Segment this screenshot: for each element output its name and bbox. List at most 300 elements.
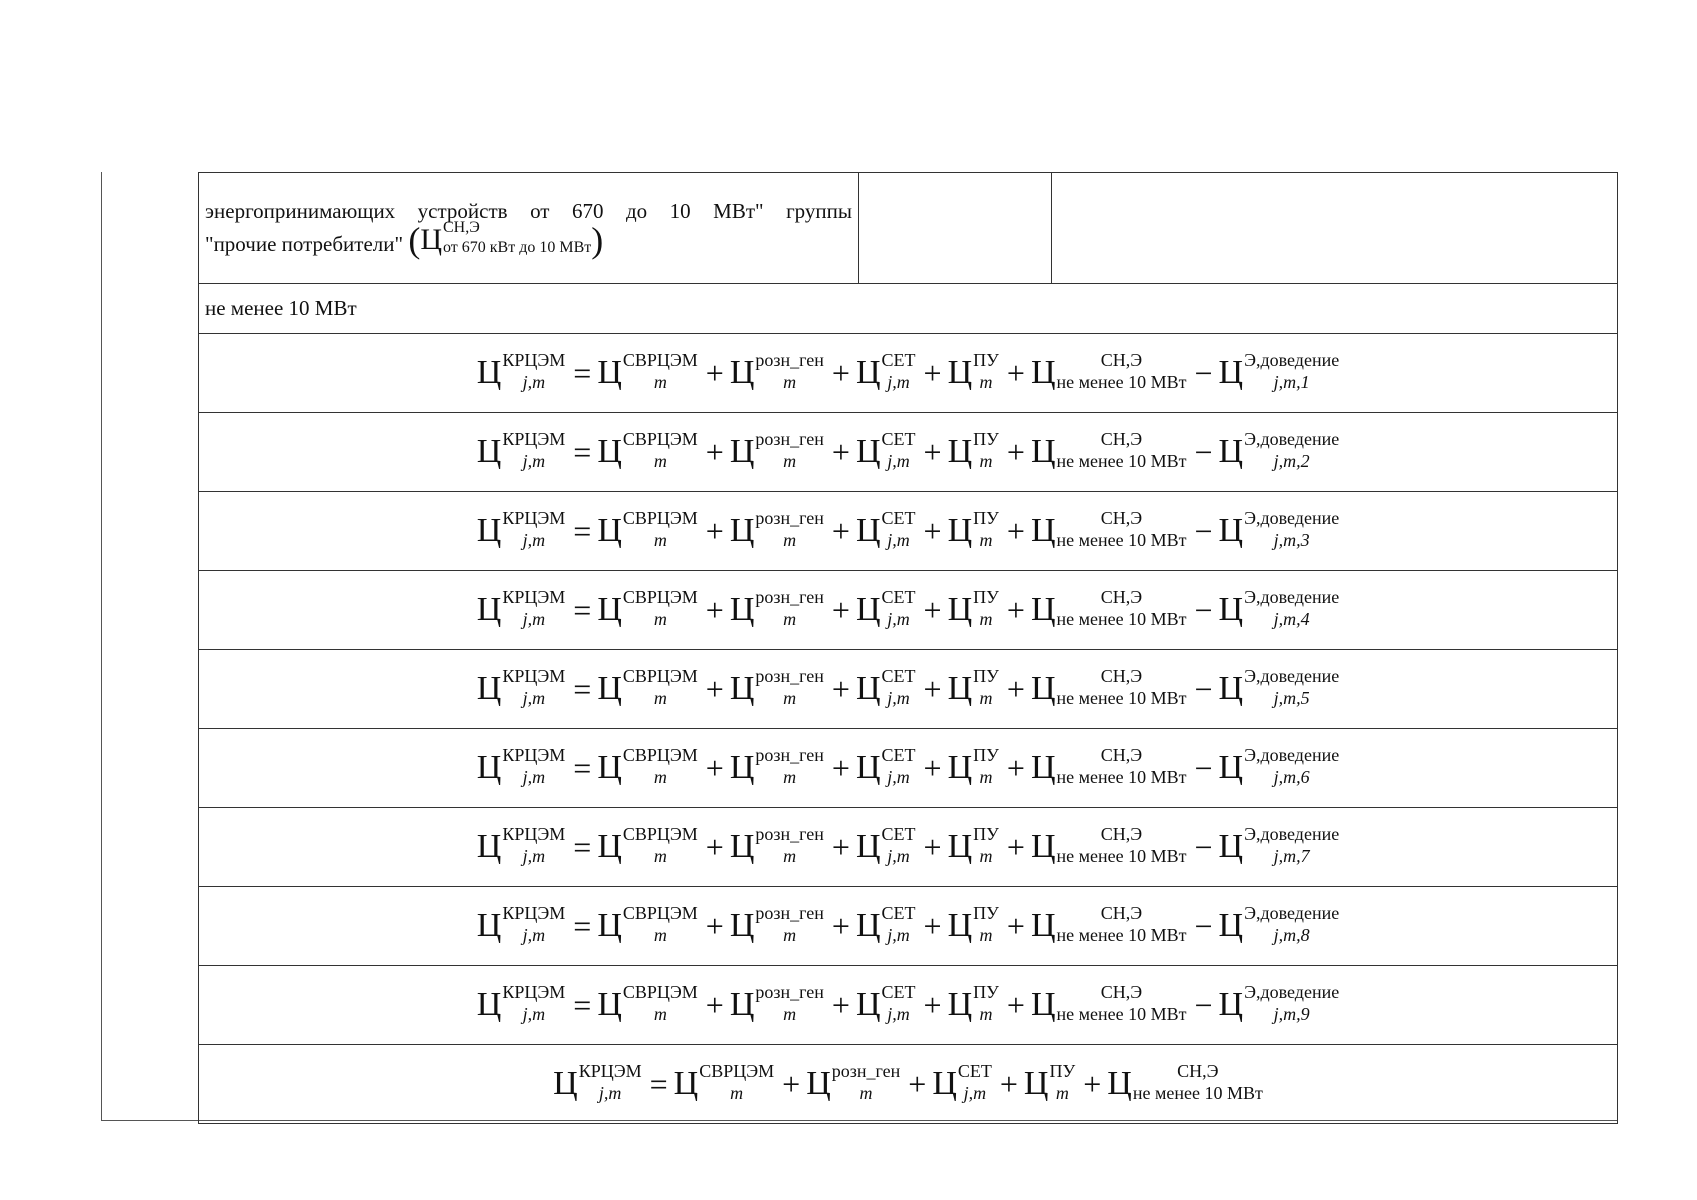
network-term-scripts xyxy=(882,665,916,709)
plus-sign: + xyxy=(705,670,724,707)
equals-sign: = xyxy=(573,986,592,1023)
retail-gen-term-scripts xyxy=(755,586,824,630)
pu-term-superscript: ПУ xyxy=(1049,1061,1076,1081)
krcem-term-scripts xyxy=(502,586,565,630)
plus-sign: + xyxy=(831,828,850,865)
plus-sign: + xyxy=(705,828,724,865)
network-term-subscript: j,m xyxy=(887,688,910,708)
plus-sign: + xyxy=(923,907,942,944)
empty-cell-2 xyxy=(859,173,1052,284)
pu-term-subscript: m xyxy=(979,1004,993,1024)
sales-markup-term-scripts xyxy=(1057,823,1187,867)
network-term-symbol: Ц xyxy=(855,986,881,1023)
sales-markup-term-subscript: не менее 10 МВт xyxy=(1056,372,1187,392)
description-line-1: энергопринимающих устройств от 670 до 10 МВт" группы xyxy=(205,199,852,223)
krcem-term-scripts xyxy=(502,902,565,946)
krcem-term-symbol: Ц xyxy=(476,591,502,628)
price-formula xyxy=(477,509,1339,553)
pu-term-scripts xyxy=(973,349,999,393)
pu-term-superscript: ПУ xyxy=(973,350,999,370)
retail-gen-term-scripts xyxy=(832,1060,901,1104)
krcem-term-symbol: Ц xyxy=(476,907,502,944)
close-paren: ) xyxy=(591,220,604,260)
krcem-term-scripts xyxy=(502,981,565,1025)
price-formula xyxy=(477,667,1339,711)
plus-sign: + xyxy=(831,433,850,470)
sales-markup-term-superscript: СН,Э xyxy=(1100,666,1143,686)
pu-term-subscript: m xyxy=(979,925,993,945)
svrcem-term-superscript: СВРЦЭМ xyxy=(622,508,698,528)
network-term-superscript: СЕТ xyxy=(881,587,916,607)
retail-gen-term-symbol: Ц xyxy=(729,433,755,470)
svrcem-term-superscript: СВРЦЭМ xyxy=(699,1061,775,1081)
pu-term-scripts xyxy=(973,586,999,630)
network-term-scripts xyxy=(882,823,916,867)
svrcem-term-scripts xyxy=(699,1060,774,1104)
krcem-term-scripts xyxy=(502,349,565,393)
plus-sign: + xyxy=(831,512,850,549)
svrcem-term-symbol: Ц xyxy=(597,986,622,1023)
svrcem-term-symbol: Ц xyxy=(597,354,622,391)
svrcem-term-symbol: Ц xyxy=(597,749,622,786)
pu-term-superscript: ПУ xyxy=(973,745,999,765)
delivery-term-superscript: Э,доведение xyxy=(1244,824,1340,844)
sales-markup-term-scripts xyxy=(1057,428,1187,472)
delivery-term-subscript: j,m,4 xyxy=(1273,609,1310,629)
network-term-subscript: j,m xyxy=(887,609,910,629)
krcem-term-superscript: КРЦЭМ xyxy=(502,745,566,765)
retail-gen-term-subscript: m xyxy=(783,609,797,629)
price-formula xyxy=(477,588,1339,632)
delivery-term-superscript: Э,доведение xyxy=(1244,982,1340,1002)
formula-row xyxy=(199,966,1618,1045)
network-term-symbol: Ц xyxy=(855,354,881,391)
formula-row xyxy=(199,887,1618,966)
svrcem-term-subscript: m xyxy=(653,451,667,471)
delivery-term-symbol: Ц xyxy=(1218,591,1244,628)
network-term-scripts xyxy=(882,349,916,393)
pu-term-subscript: m xyxy=(979,846,993,866)
plus-sign: + xyxy=(1006,986,1025,1023)
plus-sign: + xyxy=(923,354,942,391)
price-formula xyxy=(477,351,1339,395)
retail-gen-term-symbol: Ц xyxy=(729,986,755,1023)
network-term-symbol: Ц xyxy=(855,591,881,628)
network-term-scripts xyxy=(882,428,916,472)
plus-sign: + xyxy=(923,749,942,786)
network-term-superscript: СЕТ xyxy=(957,1061,992,1081)
delivery-term-symbol: Ц xyxy=(1218,907,1244,944)
minus-sign: − xyxy=(1194,670,1213,707)
pu-term-superscript: ПУ xyxy=(973,903,999,923)
delivery-term-superscript: Э,доведение xyxy=(1244,903,1340,923)
open-paren: ( xyxy=(408,220,421,260)
plus-sign: + xyxy=(705,433,724,470)
retail-gen-term-subscript: m xyxy=(859,1083,873,1103)
plus-sign: + xyxy=(1006,433,1025,470)
delivery-term-scripts xyxy=(1244,349,1339,393)
krcem-term-symbol: Ц xyxy=(476,433,502,470)
pu-term-symbol: Ц xyxy=(947,354,973,391)
network-term-symbol: Ц xyxy=(855,907,881,944)
price-symbol: Ц xyxy=(420,223,442,256)
sales-markup-term-scripts xyxy=(1057,665,1187,709)
plus-sign: + xyxy=(705,354,724,391)
formula-cell xyxy=(199,571,1618,650)
pu-term-subscript: m xyxy=(979,372,993,392)
sales-markup-term-symbol: Ц xyxy=(1030,986,1056,1023)
sales-markup-term-subscript: не менее 10 МВт xyxy=(1056,688,1187,708)
plus-sign: + xyxy=(923,512,942,549)
sales-markup-term-symbol: Ц xyxy=(1030,512,1056,549)
price-formula xyxy=(477,904,1339,948)
delivery-term-subscript: j,m,9 xyxy=(1273,1004,1310,1024)
delivery-term-subscript: j,m,5 xyxy=(1273,688,1310,708)
network-term-scripts xyxy=(882,981,916,1025)
formula-cell xyxy=(199,413,1618,492)
section-row xyxy=(199,284,1618,334)
formula-cell xyxy=(199,334,1618,413)
sales-markup-term-symbol: Ц xyxy=(1030,907,1056,944)
sales-markup-term-superscript: СН,Э xyxy=(1100,903,1143,923)
svrcem-term-subscript: m xyxy=(653,609,667,629)
svrcem-term-symbol: Ц xyxy=(597,670,622,707)
krcem-term-superscript: КРЦЭМ xyxy=(502,903,566,923)
retail-gen-term-superscript: розн_ген xyxy=(755,745,824,765)
delivery-term-subscript: j,m,1 xyxy=(1273,372,1310,392)
delivery-term-symbol: Ц xyxy=(1218,354,1244,391)
delivery-term-superscript: Э,доведение xyxy=(1244,745,1340,765)
price-superscript: СН,Э xyxy=(443,219,480,236)
plus-sign: + xyxy=(923,986,942,1023)
retail-gen-term-scripts xyxy=(755,823,824,867)
krcem-term-symbol: Ц xyxy=(476,828,502,865)
svrcem-term-symbol: Ц xyxy=(597,433,622,470)
retail-gen-term-subscript: m xyxy=(783,767,797,787)
svrcem-term-superscript: СВРЦЭМ xyxy=(622,587,698,607)
sales-markup-term-superscript: СН,Э xyxy=(1100,824,1143,844)
retail-gen-term-symbol: Ц xyxy=(729,512,755,549)
krcem-term-subscript: j,m xyxy=(598,1083,622,1103)
retail-gen-term-symbol: Ц xyxy=(729,907,755,944)
sales-markup-term-scripts xyxy=(1057,744,1187,788)
pu-term-superscript: ПУ xyxy=(973,587,999,607)
pu-term-symbol: Ц xyxy=(947,670,973,707)
minus-sign: − xyxy=(1194,749,1213,786)
plus-sign: + xyxy=(831,907,850,944)
svrcem-term-subscript: m xyxy=(653,1004,667,1024)
equals-sign: = xyxy=(573,670,592,707)
krcem-term-symbol: Ц xyxy=(476,354,502,391)
svrcem-term-superscript: СВРЦЭМ xyxy=(622,903,698,923)
plus-sign: + xyxy=(705,749,724,786)
network-term-subscript: j,m xyxy=(887,767,910,787)
pu-term-superscript: ПУ xyxy=(973,982,999,1002)
krcem-term-subscript: j,m xyxy=(522,451,546,471)
plus-sign: + xyxy=(1006,828,1025,865)
equals-sign: = xyxy=(573,828,592,865)
formula-cell xyxy=(199,650,1618,729)
delivery-term-symbol: Ц xyxy=(1218,986,1244,1023)
pu-term-subscript: m xyxy=(979,451,993,471)
krcem-term-symbol: Ц xyxy=(476,512,502,549)
svrcem-term-scripts xyxy=(623,428,698,472)
plus-sign: + xyxy=(831,986,850,1023)
plus-sign: + xyxy=(782,1065,801,1102)
krcem-term-superscript: КРЦЭМ xyxy=(502,982,566,1002)
pu-term-scripts xyxy=(973,744,999,788)
pu-term-subscript: m xyxy=(979,767,993,787)
pu-term-scripts xyxy=(973,428,999,472)
network-term-subscript: j,m xyxy=(887,451,910,471)
krcem-term-scripts xyxy=(502,428,565,472)
sales-markup-term-superscript: СН,Э xyxy=(1100,982,1143,1002)
price-formula xyxy=(477,746,1339,790)
equals-sign: = xyxy=(649,1065,668,1102)
retail-gen-term-scripts xyxy=(755,428,824,472)
sales-markup-term-scripts xyxy=(1057,902,1187,946)
equals-sign: = xyxy=(573,433,592,470)
retail-gen-term-superscript: розн_ген xyxy=(755,508,824,528)
formula-cell xyxy=(199,492,1618,571)
pu-term-symbol: Ц xyxy=(947,986,973,1023)
plus-sign: + xyxy=(1006,512,1025,549)
network-term-superscript: СЕТ xyxy=(881,666,916,686)
sales-markup-term-superscript: СН,Э xyxy=(1100,745,1143,765)
pu-term-superscript: ПУ xyxy=(973,824,999,844)
sales-markup-term-superscript: СН,Э xyxy=(1177,1061,1219,1081)
plus-sign: + xyxy=(1006,907,1025,944)
network-term-subscript: j,m xyxy=(887,1004,910,1024)
svrcem-term-superscript: СВРЦЭМ xyxy=(622,982,698,1002)
retail-gen-term-subscript: m xyxy=(783,530,797,550)
retail-gen-term-subscript: m xyxy=(783,846,797,866)
left-margin-line xyxy=(101,172,102,1120)
plus-sign: + xyxy=(1006,354,1025,391)
svrcem-term-subscript: m xyxy=(653,688,667,708)
svrcem-term-superscript: СВРЦЭМ xyxy=(622,666,698,686)
equals-sign: = xyxy=(573,749,592,786)
sales-markup-term-symbol: Ц xyxy=(1107,1065,1132,1102)
network-term-superscript: СЕТ xyxy=(881,903,916,923)
minus-sign: − xyxy=(1194,512,1213,549)
delivery-term-subscript: j,m,7 xyxy=(1273,846,1310,866)
svrcem-term-superscript: СВРЦЭМ xyxy=(622,824,698,844)
krcem-term-subscript: j,m xyxy=(522,609,546,629)
svrcem-term-subscript: m xyxy=(653,530,667,550)
retail-gen-term-superscript: розн_ген xyxy=(755,903,824,923)
retail-gen-term-scripts xyxy=(755,744,824,788)
plus-sign: + xyxy=(831,591,850,628)
retail-gen-term-subscript: m xyxy=(783,451,797,471)
minus-sign: − xyxy=(1194,907,1213,944)
network-term-symbol: Ц xyxy=(855,749,881,786)
sales-markup-term-symbol: Ц xyxy=(1030,591,1056,628)
group-name: "прочие потребители" xyxy=(205,231,404,256)
network-term-scripts xyxy=(882,507,916,551)
plus-sign: + xyxy=(923,433,942,470)
network-term-symbol: Ц xyxy=(932,1065,957,1102)
retail-gen-term-subscript: m xyxy=(783,688,797,708)
retail-gen-term-subscript: m xyxy=(783,925,797,945)
network-term-symbol: Ц xyxy=(855,828,881,865)
pu-term-superscript: ПУ xyxy=(973,508,999,528)
formula-row xyxy=(199,571,1618,650)
delivery-term-symbol: Ц xyxy=(1218,828,1244,865)
krcem-term-scripts xyxy=(502,744,565,788)
retail-gen-term-superscript: розн_ген xyxy=(755,982,824,1002)
sales-markup-term-scripts xyxy=(1057,349,1187,393)
price-formula xyxy=(477,825,1339,869)
retail-gen-term-symbol: Ц xyxy=(729,828,755,865)
header-row xyxy=(199,173,1618,284)
sales-markup-term-superscript: СН,Э xyxy=(1100,429,1143,449)
retail-gen-term-superscript: розн_ген xyxy=(755,587,824,607)
sales-markup-term-symbol: Ц xyxy=(1030,749,1056,786)
delivery-term-scripts xyxy=(1244,665,1339,709)
delivery-term-superscript: Э,доведение xyxy=(1244,350,1340,370)
formula-row xyxy=(199,492,1618,571)
svrcem-term-subscript: m xyxy=(653,925,667,945)
sales-markup-term-symbol: Ц xyxy=(1030,354,1056,391)
svrcem-term-subscript: m xyxy=(653,846,667,866)
krcem-term-superscript: КРЦЭМ xyxy=(502,350,566,370)
delivery-term-symbol: Ц xyxy=(1218,670,1244,707)
description-line-2 xyxy=(205,219,852,266)
plus-sign: + xyxy=(705,591,724,628)
delivery-term-scripts xyxy=(1244,586,1339,630)
pu-term-scripts xyxy=(973,981,999,1025)
sales-markup-term-scripts xyxy=(1057,586,1187,630)
minus-sign: − xyxy=(1194,354,1213,391)
delivery-term-subscript: j,m,2 xyxy=(1273,451,1310,471)
krcem-term-subscript: j,m xyxy=(522,925,546,945)
pu-term-symbol: Ц xyxy=(947,591,973,628)
equals-sign: = xyxy=(573,907,592,944)
pu-term-subscript: m xyxy=(979,688,993,708)
plus-sign: + xyxy=(1083,1065,1102,1102)
plus-sign: + xyxy=(831,354,850,391)
krcem-term-subscript: j,m xyxy=(522,530,546,550)
equals-sign: = xyxy=(573,512,592,549)
delivery-term-scripts xyxy=(1244,902,1339,946)
sales-markup-term-subscript: не менее 10 МВт xyxy=(1056,846,1187,866)
krcem-term-symbol: Ц xyxy=(553,1065,578,1102)
network-term-superscript: СЕТ xyxy=(881,824,916,844)
empty-cell-3 xyxy=(1052,173,1618,284)
formula-row xyxy=(199,729,1618,808)
retail-gen-term-subscript: m xyxy=(783,1004,797,1024)
retail-gen-term-superscript: розн_ген xyxy=(755,429,824,449)
svrcem-term-scripts xyxy=(623,349,698,393)
network-term-subscript: j,m xyxy=(887,925,910,945)
price-subscript: от 670 кВт до 10 МВт xyxy=(443,239,592,256)
network-term-subscript: j,m xyxy=(887,530,910,550)
network-term-scripts xyxy=(882,744,916,788)
delivery-term-subscript: j,m,6 xyxy=(1273,767,1310,787)
sales-markup-term-symbol: Ц xyxy=(1030,433,1056,470)
price-formula xyxy=(477,430,1339,474)
plus-sign: + xyxy=(908,1065,927,1102)
retail-gen-term-symbol: Ц xyxy=(729,670,755,707)
sales-markup-term-superscript: СН,Э xyxy=(1100,508,1143,528)
pu-term-symbol: Ц xyxy=(947,907,973,944)
formula-row xyxy=(199,413,1618,492)
minus-sign: − xyxy=(1194,986,1213,1023)
tariff-table xyxy=(198,172,1618,1124)
delivery-term-superscript: Э,доведение xyxy=(1244,666,1340,686)
plus-sign: + xyxy=(999,1065,1018,1102)
svrcem-term-scripts xyxy=(623,981,698,1025)
formula-cell xyxy=(199,808,1618,887)
network-term-superscript: СЕТ xyxy=(881,982,916,1002)
pu-term-scripts xyxy=(973,507,999,551)
sales-markup-term-symbol: Ц xyxy=(1030,828,1056,865)
minus-sign: − xyxy=(1194,433,1213,470)
formula-cell xyxy=(199,1045,1618,1124)
sales-markup-term-scripts xyxy=(1133,1060,1263,1104)
delivery-term-scripts xyxy=(1244,981,1339,1025)
formula-row xyxy=(199,808,1618,887)
retail-gen-term-superscript: розн_ген xyxy=(831,1061,901,1081)
pu-term-scripts xyxy=(973,902,999,946)
plus-sign: + xyxy=(705,986,724,1023)
delivery-term-scripts xyxy=(1244,428,1339,472)
delivery-term-superscript: Э,доведение xyxy=(1244,587,1340,607)
equals-sign: = xyxy=(573,591,592,628)
pu-term-subscript: m xyxy=(979,609,993,629)
delivery-term-symbol: Ц xyxy=(1218,512,1244,549)
delivery-term-symbol: Ц xyxy=(1218,749,1244,786)
sales-markup-term-scripts xyxy=(1057,981,1187,1025)
svrcem-term-scripts xyxy=(623,586,698,630)
plus-sign: + xyxy=(705,907,724,944)
pu-term-symbol: Ц xyxy=(947,828,973,865)
krcem-term-scripts xyxy=(502,823,565,867)
svrcem-term-scripts xyxy=(623,902,698,946)
retail-gen-term-symbol: Ц xyxy=(729,749,755,786)
plus-sign: + xyxy=(923,670,942,707)
krcem-term-symbol: Ц xyxy=(476,670,502,707)
retail-gen-term-symbol: Ц xyxy=(729,354,755,391)
svrcem-term-superscript: СВРЦЭМ xyxy=(622,745,698,765)
price-formula xyxy=(553,1062,1263,1106)
description-cell xyxy=(199,173,859,284)
sales-markup-term-superscript: СН,Э xyxy=(1100,350,1143,370)
network-term-superscript: СЕТ xyxy=(881,745,916,765)
krcem-term-superscript: КРЦЭМ xyxy=(502,587,566,607)
network-term-subscript: j,m xyxy=(887,846,910,866)
retail-gen-term-scripts xyxy=(755,981,824,1025)
sales-markup-term-subscript: не менее 10 МВт xyxy=(1056,609,1187,629)
pu-term-scripts xyxy=(973,823,999,867)
network-term-subscript: j,m xyxy=(963,1083,987,1103)
retail-gen-term-superscript: розн_ген xyxy=(755,350,824,370)
svrcem-term-symbol: Ц xyxy=(597,907,622,944)
svrcem-term-subscript: m xyxy=(730,1083,744,1103)
krcem-term-scripts xyxy=(502,665,565,709)
krcem-term-symbol: Ц xyxy=(476,986,502,1023)
svrcem-term-scripts xyxy=(623,665,698,709)
plus-sign: + xyxy=(1006,749,1025,786)
krcem-term-superscript: КРЦЭМ xyxy=(502,824,566,844)
inline-price-formula xyxy=(408,220,603,260)
krcem-term-subscript: j,m xyxy=(522,846,546,866)
delivery-term-symbol: Ц xyxy=(1218,433,1244,470)
svrcem-term-superscript: СВРЦЭМ xyxy=(622,429,698,449)
delivery-term-subscript: j,m,3 xyxy=(1273,530,1310,550)
network-term-symbol: Ц xyxy=(855,512,881,549)
